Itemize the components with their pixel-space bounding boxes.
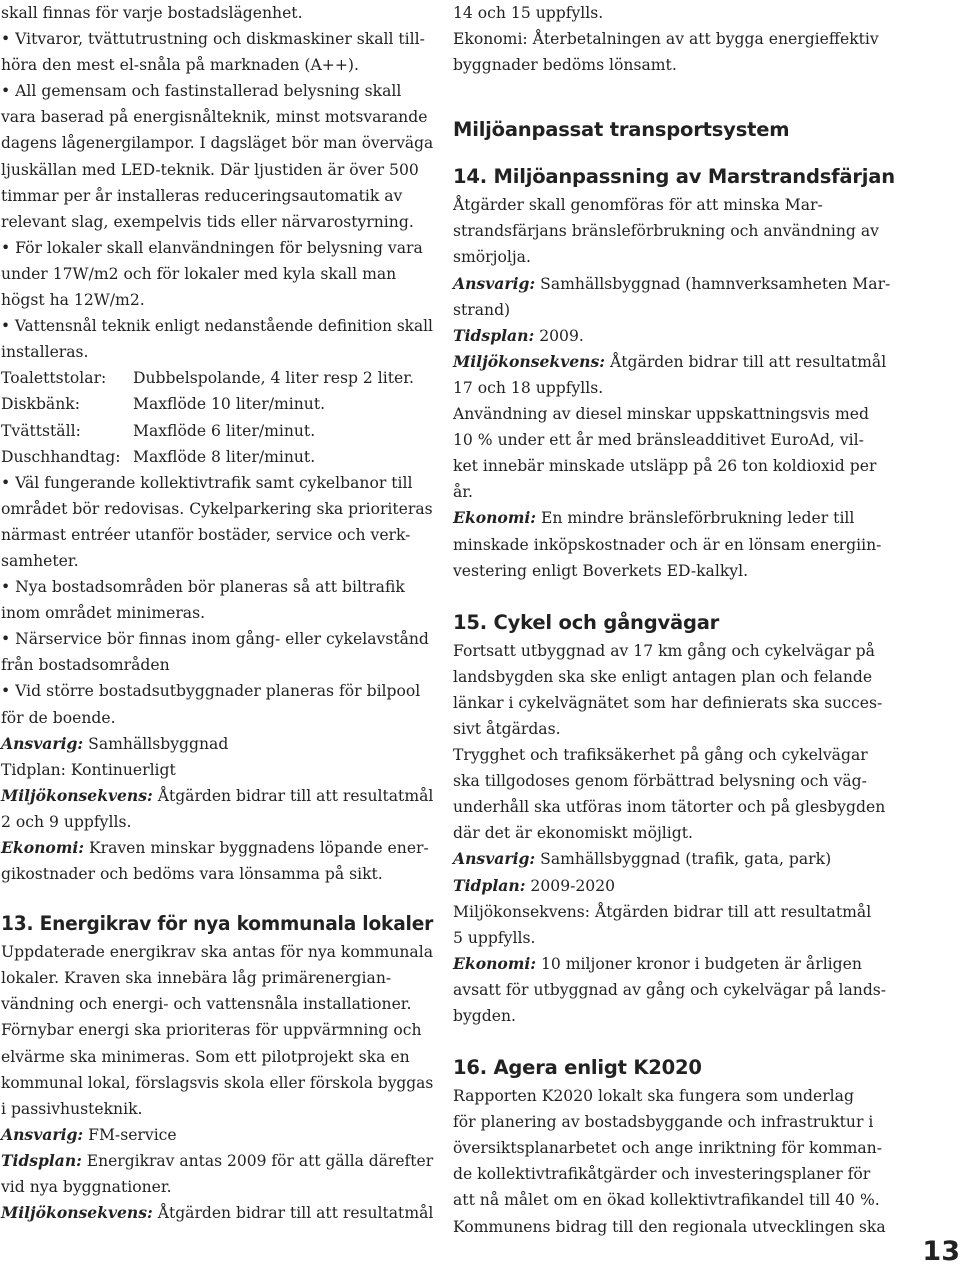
tidplan-value: 2009-2020 [525,876,616,895]
body-line: byggnader bedöms lönsamt. [453,56,677,75]
ansvarig-line [1,1122,433,1148]
ansvarig-label: Ansvarig: [1,733,84,753]
body-line: ket innebär minskade utsläpp på 26 ton koldioxid per [453,457,877,476]
ansvarig-line [453,846,898,872]
body-line: Ekonomi: Återbetalningen av att bygga energieffektiv [453,30,879,49]
body-line: • Nya bostadsområden bör planeras så att biltrafik [1,578,405,597]
body-line: • Vitvaror, tvättutrustning och diskmaskiner skall till- [1,30,425,49]
body-line: Användning av diesel minskar uppskattningsvis med [453,405,869,424]
body-line: vara baserad på energisnålteknik, minst motsvarande [1,108,428,127]
body-line: 5 uppfylls. [453,928,536,947]
body-line: lokaler. Kraven ska innebära låg primärenergian- [1,969,392,988]
intro-block [1,0,433,365]
left-column [1,0,433,1226]
ekonomi-line [1,835,433,861]
section-14-heading: 14. Miljöanpassning av Marstrandsfärjan [453,165,895,189]
tidplan-label: Tidplan: [453,875,526,895]
body-line: år. [453,483,473,502]
tidsplan-line [1,1148,434,1174]
body-line: för planering av bostadsbyggande och infrastruktur i [453,1113,874,1132]
section-14-body [453,192,898,583]
section-13-heading: 13. Energikrav för nya kommunala lokaler [1,912,434,936]
body-line: underhåll ska utföras inom tätorter och på glesbygden [453,798,886,817]
meta-block [1,731,433,888]
ansvarig-line [453,271,898,297]
body-line: i passivhusteknik. [1,1099,143,1118]
ansvarig-line [1,731,433,757]
body-line: 2 och 9 uppfylls. [1,812,132,831]
ekonomi-value: 10 miljoner kronor i budgeten är årligen [536,954,862,973]
tidplan-line: Tidplan: Kontinuerligt [1,760,176,779]
miljo-line [1,783,432,809]
ekonomi-label: Ekonomi: [1,838,85,857]
body-line: under 17W/m2 och för lokaler med kyla skall man [1,264,397,283]
ansvarig-value: FM-service [83,1125,177,1144]
body-line: Uppdaterade energikrav ska antas för nya kommunala [1,943,434,962]
fixture-value: Maxflöde 10 liter/minut. [133,395,326,414]
fixture-name: Tvättställ: [1,421,81,440]
body-line: högst ha 12W/m2. [1,291,145,310]
section-13-body [1,939,433,1226]
body-line: elvärme ska minimeras. Som ett pilotprojekt ska en [1,1047,410,1066]
body-line: Trygghet och trafiksäkerhet på gång och cykelvägar [453,746,868,765]
ansvarig-value: Samhällsbyggnad [83,734,229,753]
bullets-block [1,470,433,731]
miljo-line [1,1200,432,1226]
body-line: gikostnader och bedöms vara lönsamma på sikt. [1,865,383,884]
tidsplan-value: 2009. [534,326,584,345]
fixture-table [1,365,433,469]
fixture-row [1,418,433,444]
tidsplan-label: Tidsplan: [1,1150,82,1170]
body-line: att nå målet om en ökad kollektivtrafikandel till 40 %. [453,1191,880,1210]
miljo-label: Miljökonsekvens: [453,351,606,371]
body-line: • Närservice bör finnas inom gång- eller cykelavstånd [1,630,429,649]
tidplan-line [453,873,898,899]
body-line: området bör redovisas. Cykelparkering ska prioriteras [1,499,433,518]
section-15-heading: 15. Cykel och gångvägar [453,610,720,634]
page-number: 13 [922,1236,960,1267]
body-line: 10 % under ett år med bränsleadditivet EuroAd, vil- [453,431,864,450]
body-line: avsatt för utbyggnad av gång och cykelvägar på lands- [453,980,887,999]
right-column [453,0,898,1240]
carryover-block [453,0,898,78]
body-line: sivt åtgärdas. [453,719,561,738]
body-line: dagens lågenergilampor. I dagsläget bör man överväga [1,134,434,153]
body-line: • Väl fungerande kollektivtrafik samt cykelbanor till [1,473,413,492]
body-line: kommunal lokal, förslagsvis skola eller förskola byggas [1,1073,434,1092]
body-line: • Vattensnål teknik enligt nedanstående definition skall [1,317,433,336]
body-line: bygden. [453,1007,516,1025]
body-line: ljuskällan med LED-teknik. Där ljustiden är över 500 [1,160,419,179]
body-line: 17 och 18 uppfylls. [453,378,604,397]
body-line: från bostadsområden [1,656,170,675]
body-line: landsbygden ska ske enligt antagen plan och felande [453,667,873,686]
body-line: strand) [453,300,511,319]
miljo-value: Åtgärden bidrar till att resultatmål [605,352,887,371]
section-16-body [453,1083,898,1240]
body-line: vestering enligt Boverkets ED-kalkyl. [453,561,749,580]
body-line: vändning och energi- och vattensnåla installationer. [1,995,412,1014]
body-line: Åtgärder skall genomföras för att minska Mar- [453,196,823,215]
body-line: installeras. [1,343,89,362]
body-line: där det är ekonomiskt möjligt. [453,824,693,843]
body-line: strandsfärjans bränsleförbrukning och användning av [453,222,879,241]
body-line: Fortsatt utbyggnad av 17 km gång och cykelvägar på [453,641,875,660]
body-line: smörjolja. [453,248,531,267]
miljo-value: Åtgärden bidrar till att resultatmål [152,786,434,805]
ansvarig-label: Ansvarig: [453,273,536,293]
body-line: minskade inköpskostnader och är en lönsam energiin- [453,535,882,554]
fixture-value: Maxflöde 8 liter/minut. [133,447,316,466]
body-line: relevant slag, exempelvis tids eller närvarostyrning. [1,212,414,231]
fixture-name: Diskbänk: [1,395,80,414]
miljo-label: Miljökonsekvens: [1,785,153,805]
ansvarig-value: Samhällsbyggnad (hamnverksamheten Mar- [535,274,891,293]
body-line: • All gemensam och fastinstallerad belysning skall [1,82,402,101]
body-line: länkar i cykelvägnätet som har definierats ska succes- [453,693,883,712]
miljo-value: Åtgärden bidrar till att resultatmål [152,1204,434,1223]
body-line: för de boende. [1,708,116,727]
ekonomi-line [453,505,898,531]
ansvarig-value: Samhällsbyggnad (trafik, gata, park) [535,850,832,869]
main-heading: Miljöanpassat transportsystem [453,118,790,142]
body-line: de kollektivtrafikåtgärder och investeringsplaner för [453,1165,871,1184]
body-line: vid nya byggnationer. [1,1178,172,1197]
ekonomi-value: Kraven minskar byggnadens löpande ener- [84,839,429,857]
miljo-line [453,349,898,375]
section-15-body [453,638,898,1029]
ekonomi-label: Ekonomi: [453,953,537,973]
tidsplan-line [453,323,898,349]
tidsplan-label: Tidsplan: [453,325,535,345]
body-line: översiktsplanarbetet och ange inriktning för komman- [453,1139,882,1158]
ansvarig-label: Ansvarig: [1,1124,84,1144]
fixture-value: Dubbelspolande, 4 liter resp 2 liter. [133,369,414,388]
section-16-heading: 16. Agera enligt K2020 [453,1056,702,1080]
body-line: Rapporten K2020 lokalt ska fungera som underlag [453,1087,854,1106]
body-line: • Vid större bostadsutbyggnader planeras för bilpool [1,682,421,701]
body-line: Kommunens bidrag till den regionala utvecklingen ska [453,1217,886,1236]
fixture-name: Duschhandtag: [1,447,121,466]
fixture-row [1,365,433,391]
body-line: höra den mest el-snåla på marknaden (A++). [1,56,359,75]
body-line: timmar per år installeras reduceringsautomatik av [1,186,403,205]
body-line: Förnybar energi ska prioriteras för uppvärmning och [1,1021,422,1040]
tidsplan-value: Energikrav antas 2009 för att gälla därefter [81,1151,434,1170]
fixture-row [1,391,433,417]
body-line: ska tillgodoses genom förbättrad belysning och väg- [453,772,867,791]
ekonomi-value: En mindre bränsleförbrukning leder till [536,509,855,528]
ansvarig-label: Ansvarig: [453,849,536,869]
body-line: skall finnas för varje bostadslägenhet. [1,4,303,22]
ekonomi-label: Ekonomi: [453,508,537,528]
body-line: närmast entréer utanför bostäder, service och verk- [1,525,411,544]
fixture-value: Maxflöde 6 liter/minut. [133,421,316,440]
body-line: inom området minimeras. [1,604,206,623]
ekonomi-line [453,951,898,977]
miljo-line: Miljökonsekvens: Åtgärden bidrar till att resultatmål [453,902,872,921]
body-line: 14 och 15 uppfylls. [453,4,604,22]
body-line: samheter. [1,551,79,570]
fixture-name: Toalettstolar: [1,369,107,388]
body-line: • För lokaler skall elanvändningen för belysning vara [1,238,423,257]
fixture-row [1,444,433,470]
miljo-label: Miljökonsekvens: [1,1203,153,1223]
